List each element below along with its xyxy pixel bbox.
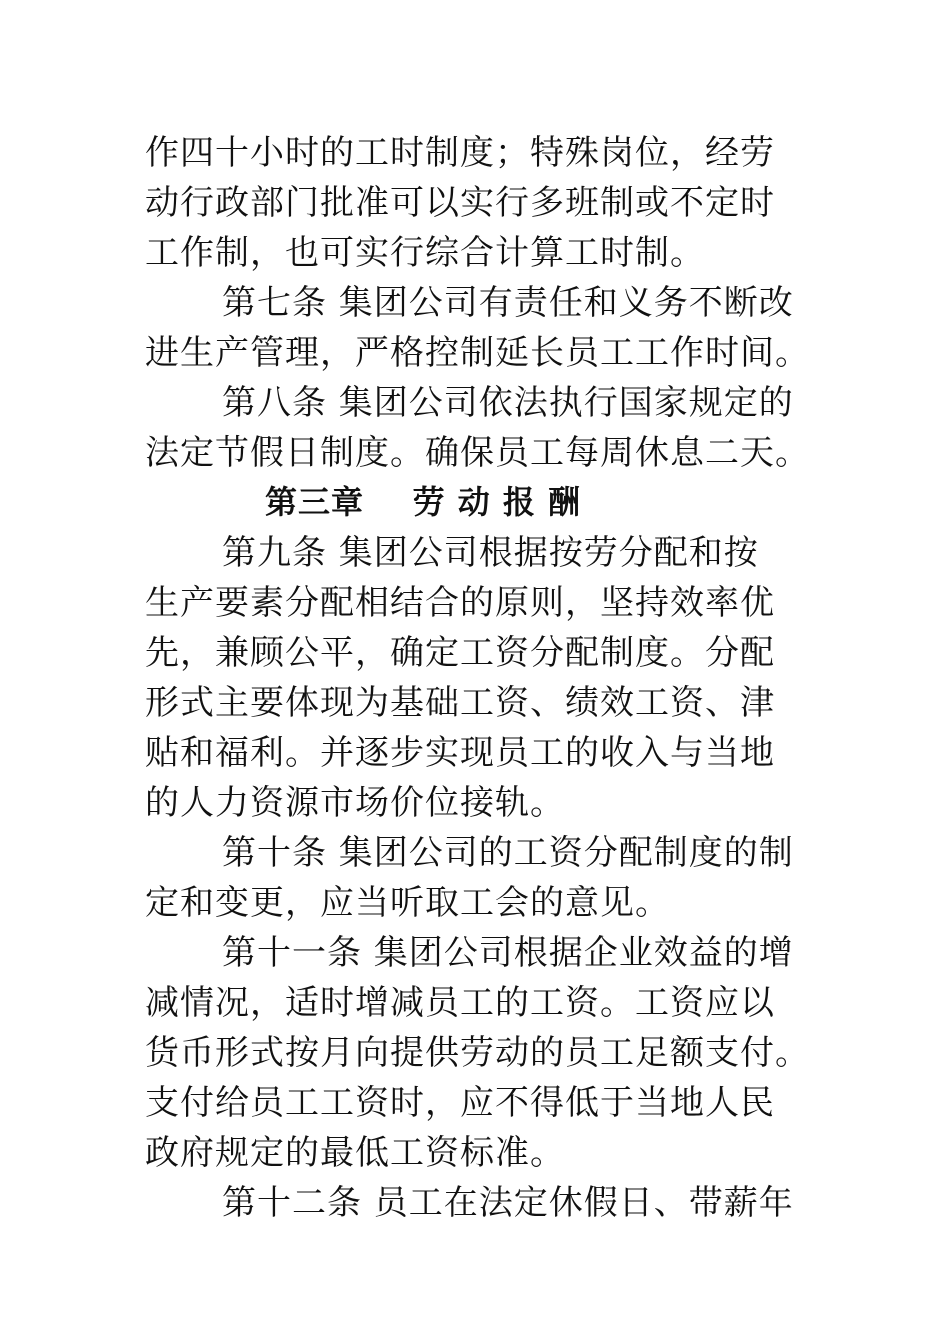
text-line: 工作制，也可实行综合计算工时制。 <box>145 233 705 273</box>
text-line: 货币形式按月向提供劳动的员工足额支付。 <box>145 1033 810 1073</box>
chapter-heading: 第三章 劳 动 报 酬 <box>265 483 581 521</box>
text-line: 的人力资源市场价位接轨。 <box>145 783 565 823</box>
article-11-start: 第十一条 集团公司根据企业效益的增 <box>222 933 794 973</box>
article-12-start: 第十二条 员工在法定休假日、带薪年 <box>222 1183 794 1223</box>
text-line: 作四十小时的工时制度；特殊岗位，经劳 <box>145 133 775 173</box>
text-line: 形式主要体现为基础工资、绩效工资、津 <box>145 683 775 723</box>
article-9-start: 第九条 集团公司根据按劳分配和按 <box>222 533 759 573</box>
text-line: 进生产管理，严格控制延长员工工作时间。 <box>145 333 810 373</box>
text-line: 法定节假日制度。确保员工每周休息二天。 <box>145 433 810 473</box>
article-7-start: 第七条 集团公司有责任和义务不断改 <box>222 283 794 323</box>
text-line: 减情况，适时增减员工的工资。工资应以 <box>145 983 775 1023</box>
text-line: 定和变更，应当听取工会的意见。 <box>145 883 670 923</box>
article-10-start: 第十条 集团公司的工资分配制度的制 <box>222 833 794 873</box>
article-8-start: 第八条 集团公司依法执行国家规定的 <box>222 383 794 423</box>
text-line: 政府规定的最低工资标准。 <box>145 1133 565 1173</box>
text-line: 贴和福利。并逐步实现员工的收入与当地 <box>145 733 775 773</box>
text-line: 动行政部门批准可以实行多班制或不定时 <box>145 183 775 223</box>
text-line: 先，兼顾公平，确定工资分配制度。分配 <box>145 633 775 673</box>
text-line: 支付给员工工资时，应不得低于当地人民 <box>145 1083 775 1123</box>
text-line: 生产要素分配相结合的原则，坚持效率优 <box>145 583 775 623</box>
